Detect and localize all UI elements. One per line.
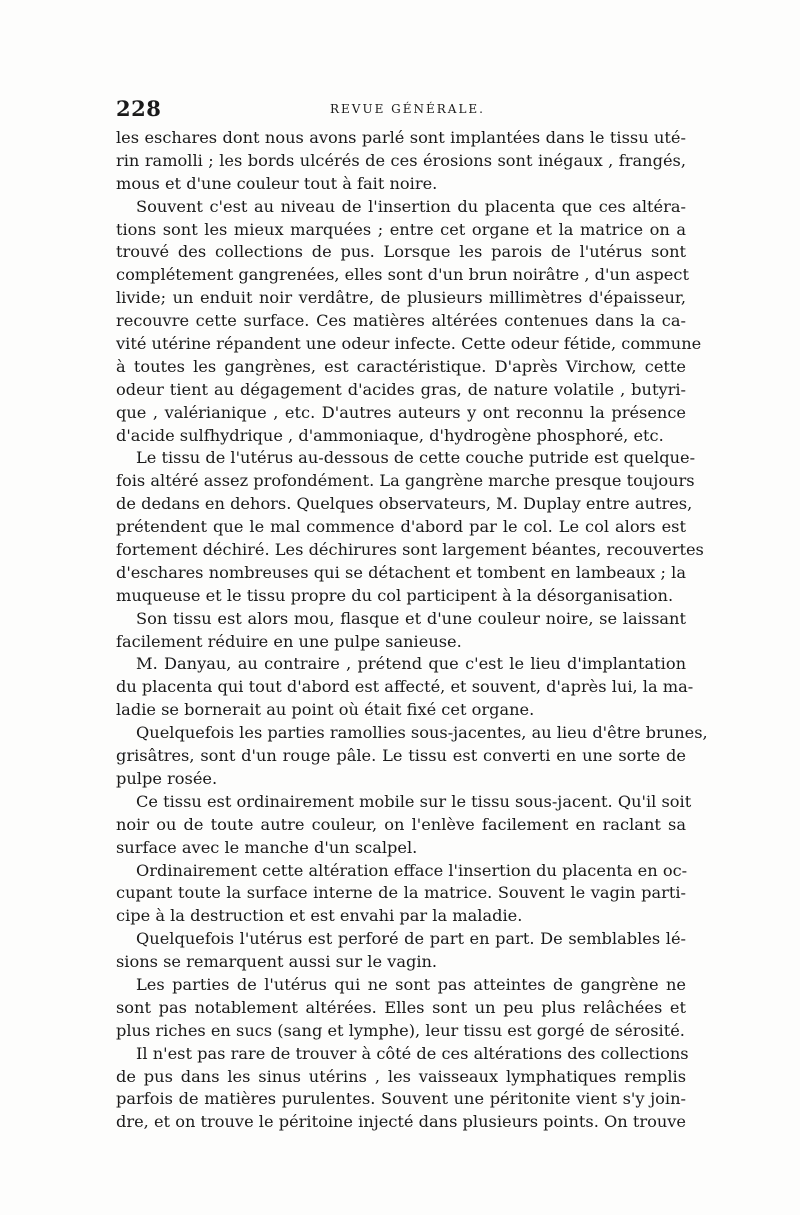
text-line: prétendent que le mal commence d'abord par le col. Le col alors est bbox=[116, 517, 686, 537]
text-line: d'eschares nombreuses qui se détachent et tombent en lambeaux ; la bbox=[116, 562, 686, 582]
text-line: du placenta qui tout d'abord est affecté, et souvent, d'après lui, la ma- bbox=[116, 677, 694, 697]
text-line: Quelquefois l'utérus est perforé de part en part. De semblables lé- bbox=[136, 929, 686, 949]
page-number: 228 bbox=[116, 96, 162, 121]
text-line: Souvent c'est au niveau de l'insertion du placenta que ces altéra- bbox=[136, 196, 686, 216]
text-line: Ordinairement cette altération efface l'insertion du placenta en oc- bbox=[136, 860, 688, 880]
text-line: muqueuse et le tissu propre du col participent à la désorganisation. bbox=[116, 585, 674, 605]
text-line: Quelquefois les parties ramollies sous-jacentes, au lieu d'être brunes, bbox=[136, 723, 708, 743]
text-line: ladie se bornerait au point où était fixé cet organe. bbox=[116, 700, 535, 720]
text-line: livide; un enduit noir verdâtre, de plusieurs millimètres d'épaisseur, bbox=[116, 288, 686, 308]
text-line: Ce tissu est ordinairement mobile sur le tissu sous-jacent. Qu'il soit bbox=[136, 791, 692, 811]
body-text bbox=[116, 127, 708, 1134]
text-line: pulpe rosée. bbox=[116, 768, 218, 788]
text-line: tions sont les mieux marquées ; entre cet organe et la matrice on a bbox=[116, 219, 686, 239]
text-line: fois altéré assez profondément. La gangrène marche presque toujours bbox=[116, 471, 695, 491]
text-line: sions se remarquent aussi sur le vagin. bbox=[116, 952, 438, 972]
text-line: grisâtres, sont d'un rouge pâle. Le tissu est converti en une sorte de bbox=[116, 746, 686, 766]
text-line: les eschares dont nous avons parlé sont implantées dans le tissu uté- bbox=[116, 128, 686, 147]
text-line: M. Danyau, au contraire , prétend que c'est le lieu d'implantation bbox=[136, 654, 686, 674]
text-line: vité utérine répandent une odeur infecte. Cette odeur fétide, commune bbox=[116, 334, 702, 354]
text-line: facilement réduire en une pulpe sanieuse. bbox=[116, 631, 462, 651]
text-line: Les parties de l'utérus qui ne sont pas atteintes de gangrène ne bbox=[136, 974, 686, 994]
text-line: fortement déchiré. Les déchirures sont largement béantes, recouvertes bbox=[116, 540, 704, 560]
text-line: de pus dans les sinus utérins , les vaisseaux lymphatiques remplis bbox=[116, 1066, 686, 1086]
page-header bbox=[116, 96, 686, 122]
text-line: Le tissu de l'utérus au-dessous de cette couche putride est quelque- bbox=[136, 448, 696, 468]
text-line: recouvre cette surface. Ces matières altérées contenues dans la ca- bbox=[116, 311, 686, 331]
text-line: Son tissu est alors mou, flasque et d'une couleur noire, se laissant bbox=[136, 608, 686, 628]
text-line: parfois de matières purulentes. Souvent une péritonite vient s'y join- bbox=[116, 1089, 686, 1109]
text-line: d'acide sulfhydrique , d'ammoniaque, d'hydrogène phosphoré, etc. bbox=[116, 425, 664, 445]
text-line: noir ou de toute autre couleur, on l'enlève facilement en raclant sa bbox=[116, 814, 686, 834]
text-line: plus riches en sucs (sang et lymphe), leur tissu est gorgé de sérosité. bbox=[116, 1020, 685, 1040]
text-line: odeur tient au dégagement d'acides gras, de nature volatile , butyri- bbox=[116, 379, 686, 399]
text-line: complétement gangrenées, elles sont d'un brun noirâtre , d'un aspect bbox=[116, 265, 689, 285]
text-line: rin ramolli ; les bords ulcérés de ces érosions sont inégaux , frangés, bbox=[116, 150, 686, 170]
text-line: que , valérianique , etc. D'autres auteurs y ont reconnu la présence bbox=[116, 402, 686, 422]
text-line: dre, et on trouve le péritoine injecté dans plusieurs points. On trouve bbox=[116, 1112, 686, 1132]
text-line: de dedans en dehors. Quelques observateurs, M. Duplay entre autres, bbox=[116, 494, 693, 514]
text-line: surface avec le manche d'un scalpel. bbox=[116, 837, 418, 857]
running-head: REVUE GÉNÉRALE. bbox=[330, 102, 485, 116]
text-line: à toutes les gangrènes, est caractéristique. D'après Virchow, cette bbox=[116, 356, 686, 376]
text-line: trouvé des collections de pus. Lorsque les parois de l'utérus sont bbox=[116, 242, 686, 262]
text-line: sont pas notablement altérées. Elles sont un peu plus relâchées et bbox=[116, 997, 686, 1017]
text-line: mous et d'une couleur tout à fait noire. bbox=[116, 173, 438, 193]
text-line: cupant toute la surface interne de la matrice. Souvent le vagin parti- bbox=[116, 883, 686, 903]
text-line: cipe à la destruction et est envahi par la maladie. bbox=[116, 906, 523, 926]
text-line: Il n'est pas rare de trouver à côté de ces altérations des collections bbox=[136, 1043, 689, 1063]
